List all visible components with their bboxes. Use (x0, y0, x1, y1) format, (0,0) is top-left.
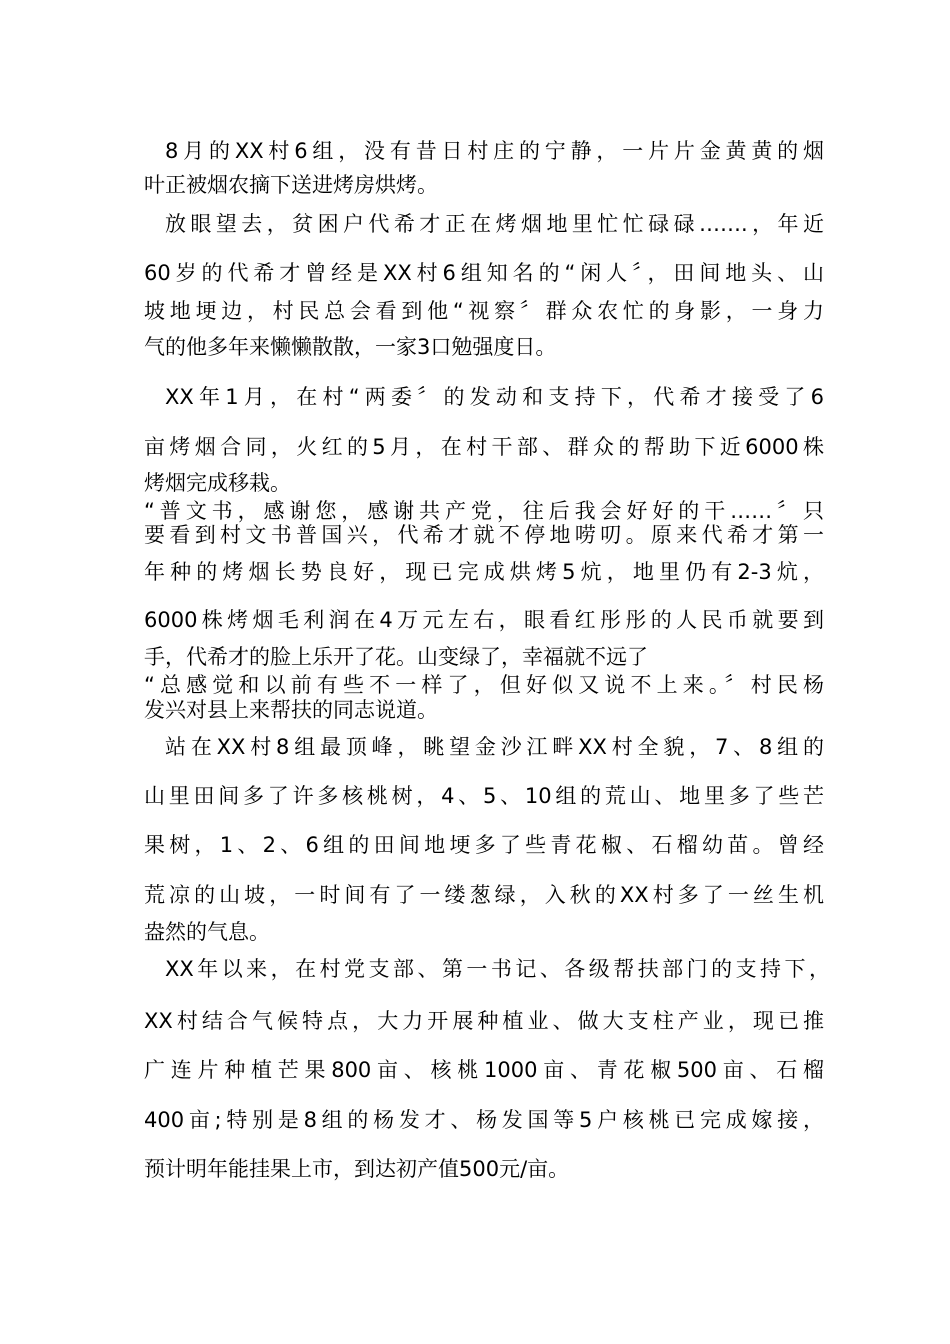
text-line: 放眼望去，贫困户代希才正在烤烟地里忙忙碌碌…….，年近 (165, 212, 824, 236)
text-line: XX年以来，在村党支部、第一书记、各级帮扶部门的支持下， (165, 957, 830, 981)
text-line: 发兴对县上来帮扶的同志说道。 (144, 698, 438, 722)
text-line: 坡地埂边，村民总会看到他“视察〞群众农忙的身影，一身力 (144, 299, 824, 323)
text-line: 6000株烤烟毛利润在4万元左右，眼看红彤彤的人民币就要到 (144, 608, 824, 632)
text-line: 荒凉的山坡，一时间有了一缕葱绿，入秋的XX村多了一丝生机 (144, 883, 824, 907)
text-line: 要看到村文书普国兴，代希才就不停地唠叨。原来代希才第一 (144, 523, 824, 547)
text-line: 果树，1、2、6组的田间地埂多了些青花椒、石榴幼苗。曾经 (144, 833, 824, 857)
text-line: 站在XX村8组最顶峰，眺望金沙江畔XX村全貌，7、8组的 (165, 735, 824, 759)
text-line: “普文书，感谢您，感谢共产党，往后我会好好的干……〞只 (144, 499, 824, 523)
text-line: “总感觉和以前有些不一样了，但好似又说不上来。〞村民杨 (144, 673, 824, 697)
text-line: 8月的XX村6组，没有昔日村庄的宁静，一片片金黄黄的烟 (165, 139, 824, 163)
text-line: XX年1月，在村“两委〞的发动和支持下，代希才接受了6 (165, 385, 824, 409)
text-line: 叶正被烟农摘下送进烤房烘烤。 (144, 173, 438, 197)
text-line: 广连片种植芒果800亩、核桃1000亩、青花椒500亩、石榴 (144, 1058, 824, 1082)
text-line: 60岁的代希才曾经是XX村6组知名的“闲人〞，田间地头、山 (144, 261, 824, 285)
text-line: 烤烟完成移栽。 (144, 471, 291, 495)
text-line: 盎然的气息。 (144, 920, 270, 944)
text-line: XX村结合气候特点，大力开展种植业、做大支柱产业，现已推 (144, 1009, 824, 1033)
text-line: 400亩;特别是8组的杨发才、杨发国等5户核桃已完成嫁接， (144, 1108, 824, 1132)
text-line: 气的他多年来懒懒散散，一家3口勉强度日。 (144, 335, 557, 359)
text-line: 亩烤烟合同，火红的5月，在村干部、群众的帮助下近6000株 (144, 435, 824, 459)
text-line: 山里田间多了许多核桃树，4、5、10组的荒山、地里多了些芒 (144, 784, 824, 808)
text-line: 手，代希才的脸上乐开了花。山变绿了，幸福就不远了 (144, 645, 648, 669)
text-line: 预计明年能挂果上市，到达初产值500元/亩。 (144, 1157, 570, 1181)
text-line: 年种的烤烟长势良好，现已完成烘烤5炕，地里仍有2-3炕， (144, 560, 824, 584)
